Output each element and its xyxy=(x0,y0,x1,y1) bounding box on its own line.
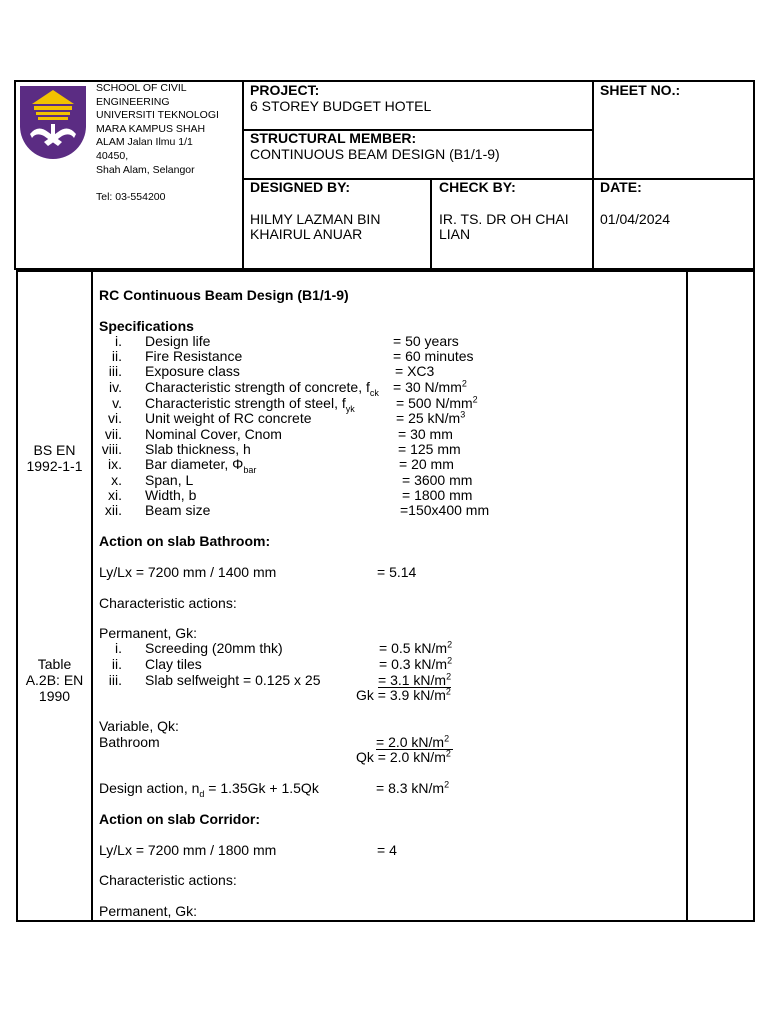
date-cell xyxy=(600,180,670,227)
design-action-value-row xyxy=(376,781,449,797)
designed-label: DESIGNED BY: xyxy=(250,179,351,195)
sheet-label: SHEET NO.: xyxy=(600,82,681,98)
perm-label: Clay tiles xyxy=(145,656,202,672)
designed-value: HILMY LAZMAN BIN xyxy=(250,210,381,227)
gk-total: Gk = 3.9 kN/m xyxy=(356,687,446,703)
spec-label: Width, b xyxy=(145,487,197,503)
bathroom-ratio-value: = 5.14 xyxy=(377,564,417,580)
designed-value: KHAIRUL ANUAR xyxy=(250,226,363,242)
perm-value: = 0.3 kN/m xyxy=(379,656,448,672)
perm-value: = 3.1 kN/m xyxy=(378,672,447,688)
project-label: PROJECT: xyxy=(250,82,320,98)
body-divider xyxy=(686,270,688,922)
spec-label: Unit weight of RC concrete xyxy=(145,410,312,426)
reference-table xyxy=(18,656,91,704)
perm-value: = 0.5 kN/m xyxy=(379,640,448,656)
spec-label: Span, L xyxy=(145,472,194,488)
bathroom-value-underlined xyxy=(376,733,453,750)
variable-label: Variable, Qk: xyxy=(99,718,179,734)
spec-label: Design life xyxy=(145,333,211,349)
spec-label: Nominal Cover, Cnom xyxy=(145,426,282,442)
corridor-ratio-value: = 4 xyxy=(377,842,397,858)
project-cell xyxy=(250,83,431,114)
body-divider xyxy=(91,270,93,922)
bathroom-label: Bathroom xyxy=(99,734,160,750)
bathroom-ratio: Ly/Lx = 7200 mm / 1400 mm xyxy=(99,564,277,580)
spec-label-row xyxy=(145,457,256,473)
design-action-row xyxy=(99,781,319,797)
superscript: 2 xyxy=(444,779,450,790)
school-line: SCHOOL OF CIVIL xyxy=(96,82,187,94)
spec-num: v. xyxy=(112,395,122,411)
spec-label: Slab thickness, h xyxy=(145,441,251,457)
superscript: 3 xyxy=(460,409,466,420)
spec-num: ix. xyxy=(108,456,122,472)
perm-label: Slab selfweight = 0.125 x 25 xyxy=(145,672,321,688)
spec-label: Beam size xyxy=(145,502,211,518)
spec-value: = 1800 mm xyxy=(402,487,473,503)
ref-line: A.2B: EN xyxy=(25,672,84,688)
spec-num: xi. xyxy=(108,487,122,503)
corridor-ratio: Ly/Lx = 7200 mm / 1800 mm xyxy=(99,842,277,858)
bathroom-value: = 2.0 kN/m xyxy=(376,734,445,750)
header-divider xyxy=(242,80,244,270)
date-value: 01/04/2024 xyxy=(600,210,671,227)
school-line: ALAM Jalan Ilmu 1/1 xyxy=(96,136,193,149)
spec-num: i. xyxy=(115,333,122,349)
superscript: 2 xyxy=(472,394,478,405)
header-divider xyxy=(592,80,594,270)
design-action-formula: = 1.35Gk + 1.5Qk xyxy=(204,780,319,796)
superscript: 2 xyxy=(447,655,453,666)
qk-total: Qk = 2.0 kN/m xyxy=(356,749,446,765)
spec-num: iv. xyxy=(109,379,122,395)
superscript: 2 xyxy=(444,733,450,744)
perm-num: iii. xyxy=(108,672,122,688)
spec-label: Characteristic strength of concrete, f xyxy=(145,379,370,395)
design-action-label: Design action, n xyxy=(99,780,200,796)
ref-line: 1992-1-1 xyxy=(26,458,83,474)
project-value: 6 STOREY BUDGET HOTEL xyxy=(250,97,432,114)
spec-num: iii. xyxy=(108,363,122,379)
subscript: ck xyxy=(369,387,379,398)
perm-label: Screeding (20mm thk) xyxy=(145,640,283,656)
check-cell xyxy=(439,180,569,243)
member-cell xyxy=(250,131,500,162)
spec-num: ii. xyxy=(111,348,122,364)
spec-value: = 60 minutes xyxy=(393,348,474,364)
spec-value: = 30 N/mm xyxy=(393,379,462,395)
designed-cell xyxy=(250,180,380,243)
bathroom-heading: Action on slab Bathroom: xyxy=(99,533,271,549)
permanent-label: Permanent, Gk: xyxy=(99,903,198,919)
header-divider xyxy=(430,178,432,270)
school-line: MARA KAMPUS SHAH xyxy=(96,122,206,135)
uitm-logo xyxy=(18,82,88,162)
member-label: STRUCTURAL MEMBER: xyxy=(250,130,417,146)
spec-num: vi. xyxy=(108,410,122,426)
perm-num: i. xyxy=(115,640,122,656)
design-action-value: = 8.3 kN/m xyxy=(376,780,445,796)
char-actions-label: Characteristic actions: xyxy=(99,872,237,888)
spec-num: vii. xyxy=(104,426,122,442)
qk-total-row xyxy=(356,750,451,766)
check-value: IR. TS. DR OH CHAI xyxy=(439,210,569,227)
subscript: d xyxy=(199,788,205,799)
spec-value: = 25 kN/m xyxy=(396,410,461,426)
ref-line: BS EN xyxy=(33,442,76,458)
member-value: CONTINUOUS BEAM DESIGN (B1/1-9) xyxy=(250,145,500,162)
spec-label: Bar diameter, Φ xyxy=(145,456,244,472)
spec-value: = 30 mm xyxy=(398,426,453,442)
check-value: LIAN xyxy=(439,226,471,242)
check-label: CHECK BY: xyxy=(439,179,516,195)
spec-label: Characteristic strength of steel, f xyxy=(145,395,346,411)
superscript: 2 xyxy=(447,639,453,650)
superscript: 2 xyxy=(446,671,452,682)
spec-value-row xyxy=(393,380,467,396)
spec-label-row xyxy=(145,380,379,396)
date-label: DATE: xyxy=(600,179,642,195)
spec-value: = 3600 mm xyxy=(402,472,473,488)
corridor-heading: Action on slab Corridor: xyxy=(99,811,260,827)
school-line: UNIVERSITI TEKNOLOGI xyxy=(96,109,219,122)
spec-num: x. xyxy=(111,472,122,488)
perm-num: ii. xyxy=(111,656,122,672)
char-actions-label: Characteristic actions: xyxy=(99,595,237,611)
gk-total-row xyxy=(356,688,451,704)
spec-label: Fire Resistance xyxy=(145,348,243,364)
school-line: ENGINEERING xyxy=(96,95,170,108)
school-line: 40450, xyxy=(96,149,129,162)
superscript: 2 xyxy=(445,686,451,697)
superscript: 2 xyxy=(445,748,451,759)
school-address xyxy=(96,82,219,205)
spec-value: = 20 mm xyxy=(399,456,454,472)
school-line: Shah Alam, Selangor xyxy=(96,163,195,176)
superscript: 2 xyxy=(461,378,467,389)
subscript: bar xyxy=(243,464,257,475)
spec-value-row xyxy=(396,411,465,427)
school-tel: Tel: 03-554200 xyxy=(96,191,166,204)
spec-heading: Specifications xyxy=(99,318,194,334)
spec-num: xii. xyxy=(104,502,122,518)
spec-value: = 50 years xyxy=(393,333,459,349)
perm-value-underlined xyxy=(378,671,452,688)
subscript: yk xyxy=(345,403,355,414)
reference-bs-en xyxy=(18,442,91,474)
permanent-label: Permanent, Gk: xyxy=(99,625,198,641)
calc-title: RC Continuous Beam Design (B1/1-9) xyxy=(99,287,349,303)
perm-value-row xyxy=(379,641,452,657)
spec-value: = 125 mm xyxy=(398,441,461,457)
ref-line: 1990 xyxy=(38,688,71,704)
perm-value-row xyxy=(379,657,452,673)
spec-value: = XC3 xyxy=(395,363,435,379)
spec-num: viii. xyxy=(101,441,122,457)
ref-line: Table xyxy=(37,656,72,672)
spec-value: =150x400 mm xyxy=(400,502,490,518)
spec-value: = 500 N/mm xyxy=(396,395,473,411)
spec-label: Exposure class xyxy=(145,363,240,379)
